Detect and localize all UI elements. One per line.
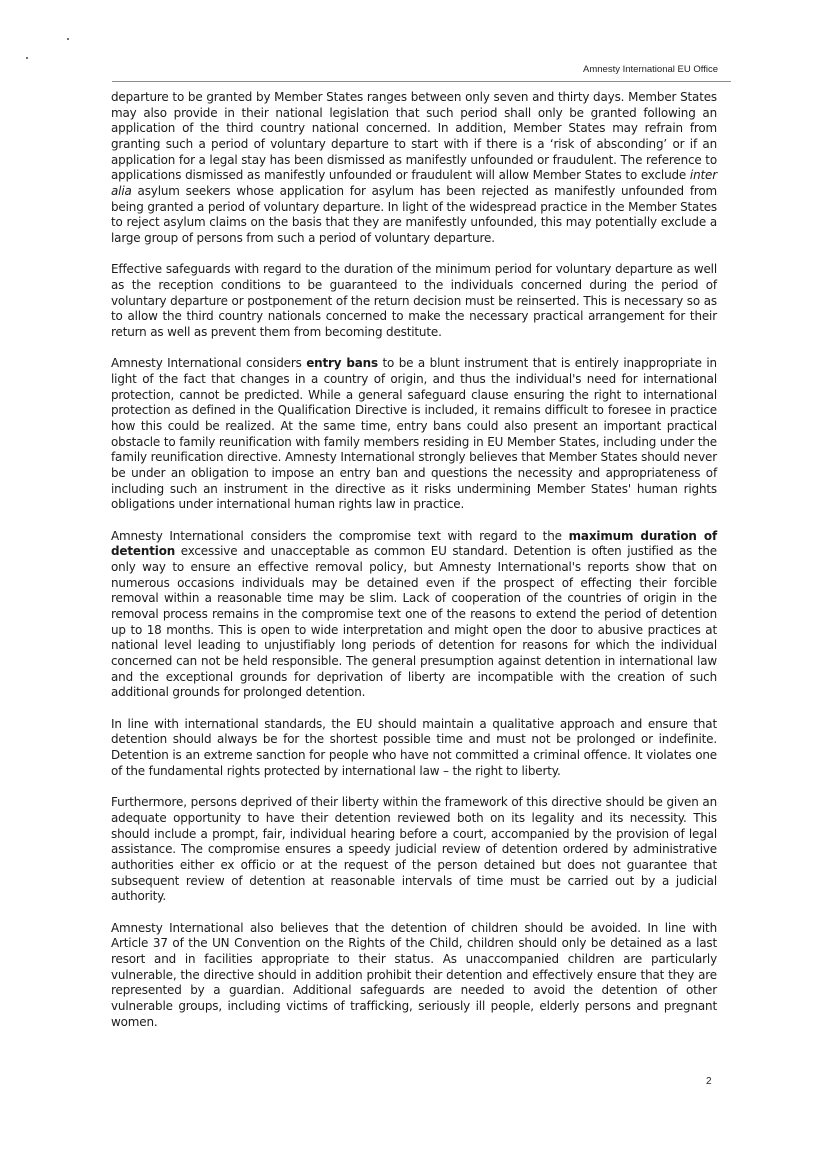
- paragraph: [111, 262, 717, 340]
- bold-term: entry bans: [306, 356, 378, 371]
- text-run: to be a blunt instrument that is entirely inappropriate in light of the fact that changes in a country of origin, and thus the individual's need for international protection, cannot be predicted. While a general safeguard clause ensuring the right to international protection as defined in the Qualification Directive is included, it remains difficult to foresee in practice how this could be realized. At the same time, entry bans could also present an important practical obstacle to family reunification with family members residing in EU Member States, including under the family reunification directive. Amnesty International strongly believes that Member States should never be under an obligation to impose an entry ban and questions the necessity and appropriateness of including such an instrument in the directive as it risks undermining Member States' human rights obligations under international human rights law in practice.: [111, 356, 717, 512]
- document-body: [111, 90, 717, 1046]
- text-run: departure to be granted by Member States ranges between only seven and thirty days. Member States may also provide in their national legislation that such period shall only be granted following an application of the third country national concerned. In addition, Member States may refrain from granting such a period of voluntary departure to start with if there is a ‘risk of absconding’ or if an application for a legal stay has been dismissed as manifestly unfounded or fraudulent. The reference to applications dismissed as manifestly unfounded or fraudulent will allow Member States to exclude: [111, 90, 717, 183]
- page-number: 2: [706, 1076, 712, 1087]
- scan-speck: [67, 38, 69, 40]
- text-run: Amnesty International also believes that the detention of children should be avoided. In line with Article 37 of the UN Convention on the Rights of the Child, children should only be detained as a last resort and in facilities appropriate to their status. As unaccompanied children are particularly vulnerable, the directive should in addition prohibit their detention and effectively ensure that they are represented by a guardian. Additional safeguards are needed to avoid the detention of other vulnerable groups, including victims of trafficking, seriously ill people, elderly persons and pregnant women.: [111, 920, 717, 1029]
- text-run: Amnesty International considers: [111, 356, 307, 371]
- italic-term: inter alia: [111, 168, 717, 198]
- text-run: Effective safeguards with regard to the duration of the minimum period for voluntary departure as well as the reception conditions to be guaranteed to the individuals concerned during the period of voluntary departure or postponement of the return decision must be reinserted. This is necessary so as to allow the third country nationals concerned to make the necessary practical arrangement for their return as well as prevent them from becoming destitute.: [111, 262, 717, 339]
- paragraph: [111, 356, 717, 513]
- scan-speck: [26, 57, 28, 59]
- bold-term: maximum duration of detention: [111, 528, 717, 559]
- paragraph: [111, 529, 717, 701]
- text-run: excessive and unacceptable as common EU standard. Detention is often justified as the only way to ensure an effective removal policy, but Amnesty International's reports show that on numerous occasions individuals may be detained even if the prospect of effecting their forcible removal within a reasonable time may be slim. Lack of cooperation of the countries of origin in the removal process remains in the compromise text one of the reasons to extend the period of detention up to 18 months. This is open to wide interpretation and might open the door to abusive practices at national level leading to unjustifiably long periods of detention for reasons for which the individual concerned can not be held responsible. The general presumption against detention in international law and the exceptional grounds for deprivation of liberty are incompatible with the creation of such additional grounds for prolonged detention.: [111, 544, 717, 700]
- text-run: asylum seekers whose application for asylum has been rejected as manifestly unfounded from being granted a period of voluntary departure. In light of the widespread practice in the Member States to reject asylum claims on the basis that they are manifestly unfounded, this may potentially exclude a large group of persons from such a period of voluntary departure.: [111, 183, 717, 245]
- text-run: Amnesty International considers the compromise text with regard to the: [111, 528, 569, 543]
- paragraph: [111, 921, 717, 1031]
- paragraph: [111, 717, 717, 780]
- text-run: In line with international standards, the EU should maintain a qualitative approach and ensure that detention should always be for the shortest possible time and must not be prolonged or indefinite. Detention is an extreme sanction for people who have not committed a criminal offence. It violates one of the fundamental rights protected by international law – the right to liberty.: [111, 716, 717, 778]
- running-header: Amnesty International EU Office: [583, 64, 718, 75]
- paragraph: [111, 795, 717, 905]
- header-divider: [112, 81, 731, 82]
- paragraph: [111, 90, 717, 247]
- text-run: Furthermore, persons deprived of their liberty within the framework of this directive should be given an adequate opportunity to have their detention reviewed both on its legality and its necessity. This should include a prompt, fair, individual hearing before a court, accompanied by the provision of legal assistance. The compromise ensures a speedy judicial review of detention ordered by administrative authorities either ex officio or at the request of the person detained but does not guarantee that subsequent review of detention at reasonable intervals of time must be carried out by a judicial authority.: [111, 795, 717, 904]
